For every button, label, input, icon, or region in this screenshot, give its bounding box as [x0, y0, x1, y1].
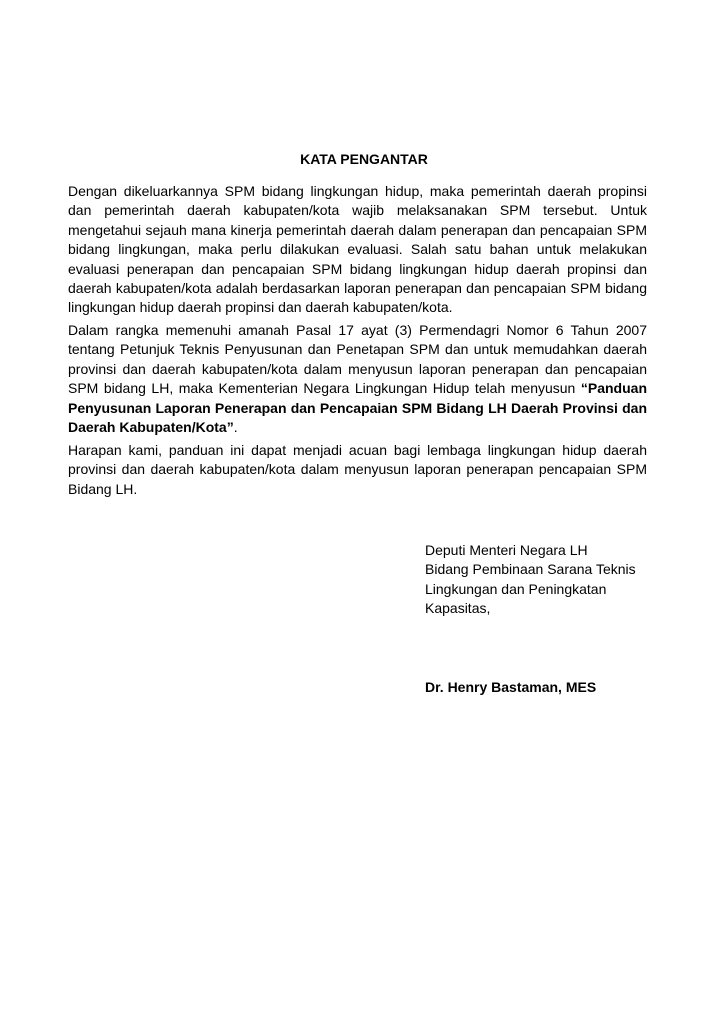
- paragraph-intro: Dengan dikeluarkannya SPM bidang lingkungan hidup, maka pemerintah daerah propinsi dan pemerintah daerah kabupaten/kota wajib melaksanakan SPM tersebut. Untuk mengetahui sejauh mana kinerja pemerintah daerah dalam penerapan dan pencapaian SPM bidang lingkungan, maka perlu dilakukan evaluasi. Salah satu bahan untuk melakukan evaluasi penerapan dan pencapaian SPM bidang lingkungan hidup daerah propinsi dan daerah kabupaten/kota adalah berdasarkan laporan penerapan dan pencapaian SPM bidang lingkungan hidup daerah propinsi dan daerah kabupaten/kota.: [68, 183, 647, 316]
- paragraph-hope: Harapan kami, panduan ini dapat menjadi acuan bagi lembaga lingkungan hidup daerah provinsi dan daerah kabupaten/kota dalam menyusun laporan penerapan pencapaian SPM Bidang LH.: [68, 442, 647, 497]
- signature-line: Lingkungan dan Peningkatan: [425, 580, 607, 597]
- signatory-name: Dr. Henry Bastaman, MES: [425, 679, 597, 695]
- document-title: KATA PENGANTAR: [300, 151, 428, 167]
- paragraph-basis-guide-title: “Panduan Penyusunan Laporan Penerapan dan Pencapaian SPM Bidang LH Daerah Provinsi dan Daerah Kabupaten/Kota”: [68, 380, 647, 436]
- signature-line: Bidang Pembinaan Sarana Teknis: [425, 561, 636, 578]
- paragraph-basis-end: .: [233, 419, 238, 436]
- signature-line: Deputi Menteri Negara LH: [425, 542, 588, 558]
- paragraph-basis: [68, 321, 647, 437]
- paragraph-basis-text: Dalam rangka memenuhi amanah Pasal 17 ayat (3) Permendagri Nomor 6 Tahun 2007 tentang Petunjuk Teknis Penyusunan dan Penetapan SPM dan untuk memudahkan daerah provinsi dan daerah kabupaten/kota dalam menyusun laporan penerapan dan pencapaian SPM bidang LH, maka Kementerian Negara Lingkungan Hidup telah menyusun: [68, 322, 647, 397]
- signature-position: [425, 541, 655, 619]
- signature-line: Kapasitas,: [425, 600, 491, 617]
